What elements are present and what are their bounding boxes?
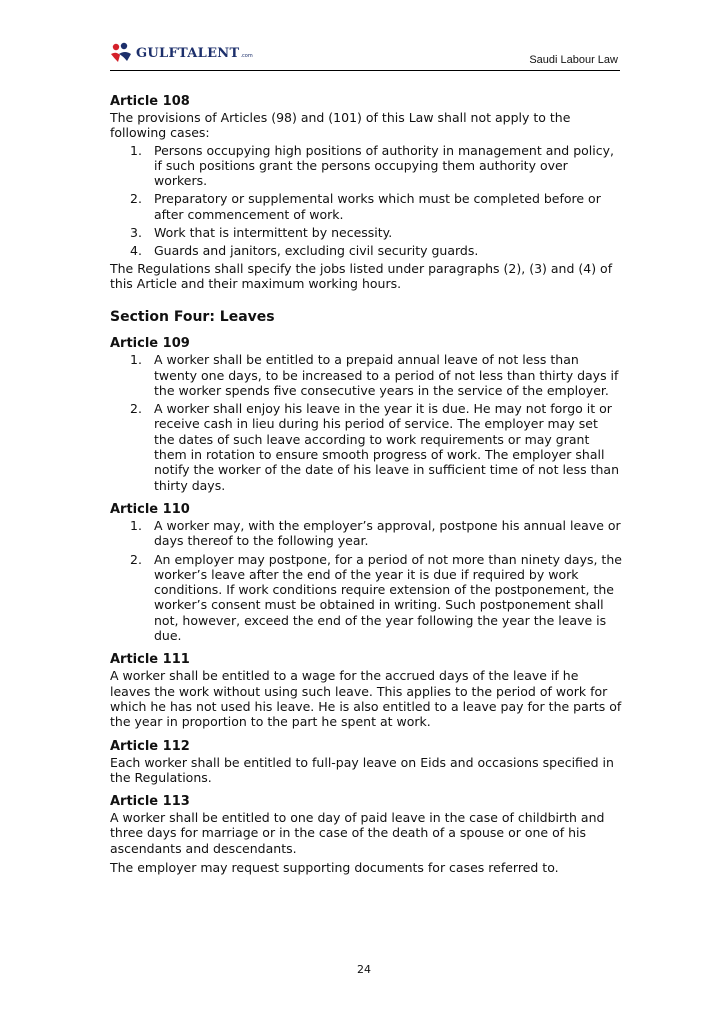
list-item <box>110 401 622 493</box>
list-item-text: Guards and janitors, excluding civil security guards. <box>154 243 479 259</box>
list-item <box>110 552 622 644</box>
article-111 <box>110 652 622 729</box>
list-item-number: 2. <box>130 191 142 207</box>
list-item-text: An employer may postpone, for a period of not more than ninety days, the worker’s leave after the end of the year it is due if required by work conditions. If work conditions require extension of the postponement, the worker’s consent must be obtained in writing. Such postponement shall not, however, exceed the end of the year following the year the leave is due. <box>154 551 622 644</box>
list-item-text: A worker may, with the employer’s approval, postpone his annual leave or days thereof to the following year. <box>154 517 621 549</box>
article-intro: The provisions of Articles (98) and (101) of this Law shall not apply to the following cases: <box>110 110 571 141</box>
numbered-list <box>110 518 622 643</box>
list-item <box>110 225 622 240</box>
article-text: Each worker shall be entitled to full-pay leave on Eids and occasions specified in the Regulations. <box>110 754 614 785</box>
gulftalent-logo <box>110 42 253 64</box>
article-heading: Article 108 <box>110 94 190 109</box>
article-text: A worker shall be entitled to a wage for the accrued days of the leave if he leaves the work without using such leave. This applies to the period of work for which he has not used his leave. He is also entitled to a leave pay for the parts of the year in proportion to the part he spent at work. <box>110 668 622 730</box>
article-heading: Article 112 <box>110 738 190 754</box>
article-heading: Article 111 <box>110 652 190 668</box>
people-logo-icon <box>110 42 134 64</box>
article-heading: Article 109 <box>110 336 190 352</box>
list-item <box>110 191 622 222</box>
list-item-number: 1. <box>130 352 142 368</box>
numbered-list <box>110 352 622 493</box>
article-closing: The Regulations shall specify the jobs listed under paragraphs (2), (3) and (4) of this Article and their maximum working hours. <box>110 260 613 291</box>
list-item-number: 3. <box>130 225 142 241</box>
article-108 <box>110 94 622 291</box>
article-heading: Article 113 <box>110 794 190 810</box>
article-109 <box>110 336 622 493</box>
list-item-number: 2. <box>130 551 142 567</box>
list-item <box>110 518 622 549</box>
list-item <box>110 143 622 189</box>
list-item-text: Preparatory or supplemental works which must be completed before or after commencement of work. <box>154 191 601 222</box>
article-110 <box>110 502 622 643</box>
numbered-list <box>110 143 622 259</box>
list-item-text: A worker shall enjoy his leave in the year it is due. He may not forgo it or receive cash in lieu during his period of service. The employer may set the dates of such leave according to work requirements or may grant them in rotation to ensure smooth progress of work. The employer shall notify the worker of the date of his leave in sufficient time of not less than thirty days. <box>154 401 620 493</box>
list-item <box>110 243 622 258</box>
article-112 <box>110 739 622 786</box>
page-number: 24 <box>357 963 371 976</box>
logo-suffix: .com <box>240 53 253 59</box>
document-body <box>110 94 622 875</box>
document-title: Saudi Labour Law <box>529 54 618 66</box>
list-item-number: 2. <box>130 401 142 417</box>
logo-text: GULFTALENT <box>136 45 240 61</box>
article-text: A worker shall be entitled to one day of paid leave in the case of childbirth and three days for marriage or in the case of the death of a spouse or one of his ascendants and descendants. <box>110 810 605 856</box>
list-item-text: Persons occupying high positions of authority in management and policy, if such positions grant the persons occupying them authority over workers. <box>154 142 614 189</box>
list-item-number: 4. <box>130 243 142 259</box>
article-text-2: The employer may request supporting documents for cases referred to. <box>110 859 559 875</box>
list-item-text: Work that is intermittent by necessity. <box>154 225 393 241</box>
list-item <box>110 352 622 398</box>
list-item-text: A worker shall be entitled to a prepaid annual leave of not less than twenty one days, to be increased to a period of not less than thirty days if the worker spends five consecutive years in the service of the employer. <box>154 352 619 398</box>
list-item-number: 1. <box>130 142 142 158</box>
list-item-number: 1. <box>130 517 142 533</box>
page-header <box>110 40 620 71</box>
section-heading: Section Four: Leaves <box>110 309 275 326</box>
article-113 <box>110 794 622 875</box>
article-heading: Article 110 <box>110 501 190 517</box>
